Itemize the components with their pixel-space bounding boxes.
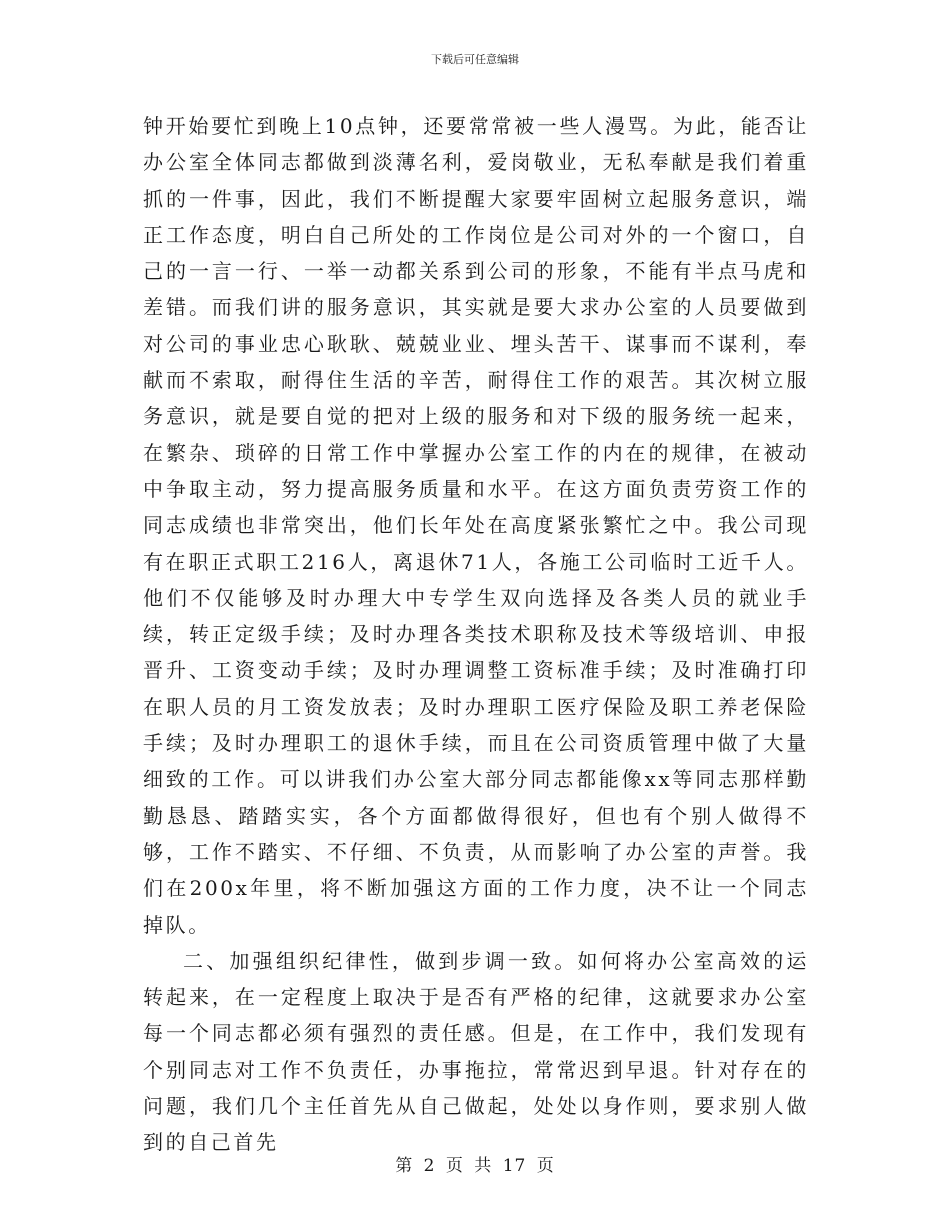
page-header xyxy=(0,52,950,68)
header-note: 下载后可任意编辑 xyxy=(431,53,519,66)
body-paragraph: 二、加强组织纪律性，做到步调一致。如何将办公室高效的运转起来，在一定程度上取决于是否有严格的纪律，这就要求办公室每一个同志都必须有强烈的责任感。但是，在工作中，我们发现有个别同志对工作不负责任，办事拖拉，常常迟到早退。针对存在的问题，我们几个主任首先从自己做起，处处以身作则，要求别人做到的自己首先 xyxy=(143,948,809,1155)
body-paragraph: 钟开始要忙到晚上10点钟，还要常常被一些人漫骂。为此，能否让办公室全体同志都做到淡薄名利，爱岗敬业，无私奉献是我们着重抓的一件事，因此，我们不断提醒大家要牢固树立起服务意识，端正工作态度，明白自己所处的工作岗位是公司对外的一个窗口，自己的一言一行、一举一动都关系到公司的形象，不能有半点马虎和差错。而我们讲的服务意识，其实就是要大求办公室的人员要做到对公司的事业忠心耿耿、兢兢业业、埋头苦干、谋事而不谋利，奉献而不索取，耐得住生活的辛苦，耐得住工作的艰苦。其次树立服务意识，就是要自觉的把对上级的服务和对下级的服务统一起来，在繁杂、琐碎的日常工作中掌握办公室工作的内在的规律，在被动中争取主动，努力提高服务质量和水平。在这方面负责劳资工作的同志成绩也非常突出，他们长年处在高度紧张繁忙之中。我公司现有在职正式职工216人，离退休71人，各施工公司临时工近千人。他们不仅能够及时办理大中专学生双向选择及各类人员的就业手续，转正定级手续；及时办理各类技术职称及技术等级培训、申报晋升、工资变动手续；及时办理调整工资标准手续；及时准确打印在职人员的月工资发放表；及时办理职工医疗保险及职工养老保险手续；及时办理职工的退休手续，而且在公司资质管理中做了大量细致的工作。可以讲我们办公室大部分同志都能像xx等同志那样勤勤恳恳、踏踏实实，各个方面都做得很好，但也有个别人做得不够，工作不踏实、不仔细、不负责，从而影响了办公室的声誉。我们在200x年里，将不断加强这方面的工作力度，决不让一个同志掉队。 xyxy=(143,114,809,937)
page-number: 第 2 页 共 17 页 xyxy=(395,1156,555,1176)
page-footer xyxy=(0,1155,950,1177)
document-body xyxy=(143,108,809,1161)
